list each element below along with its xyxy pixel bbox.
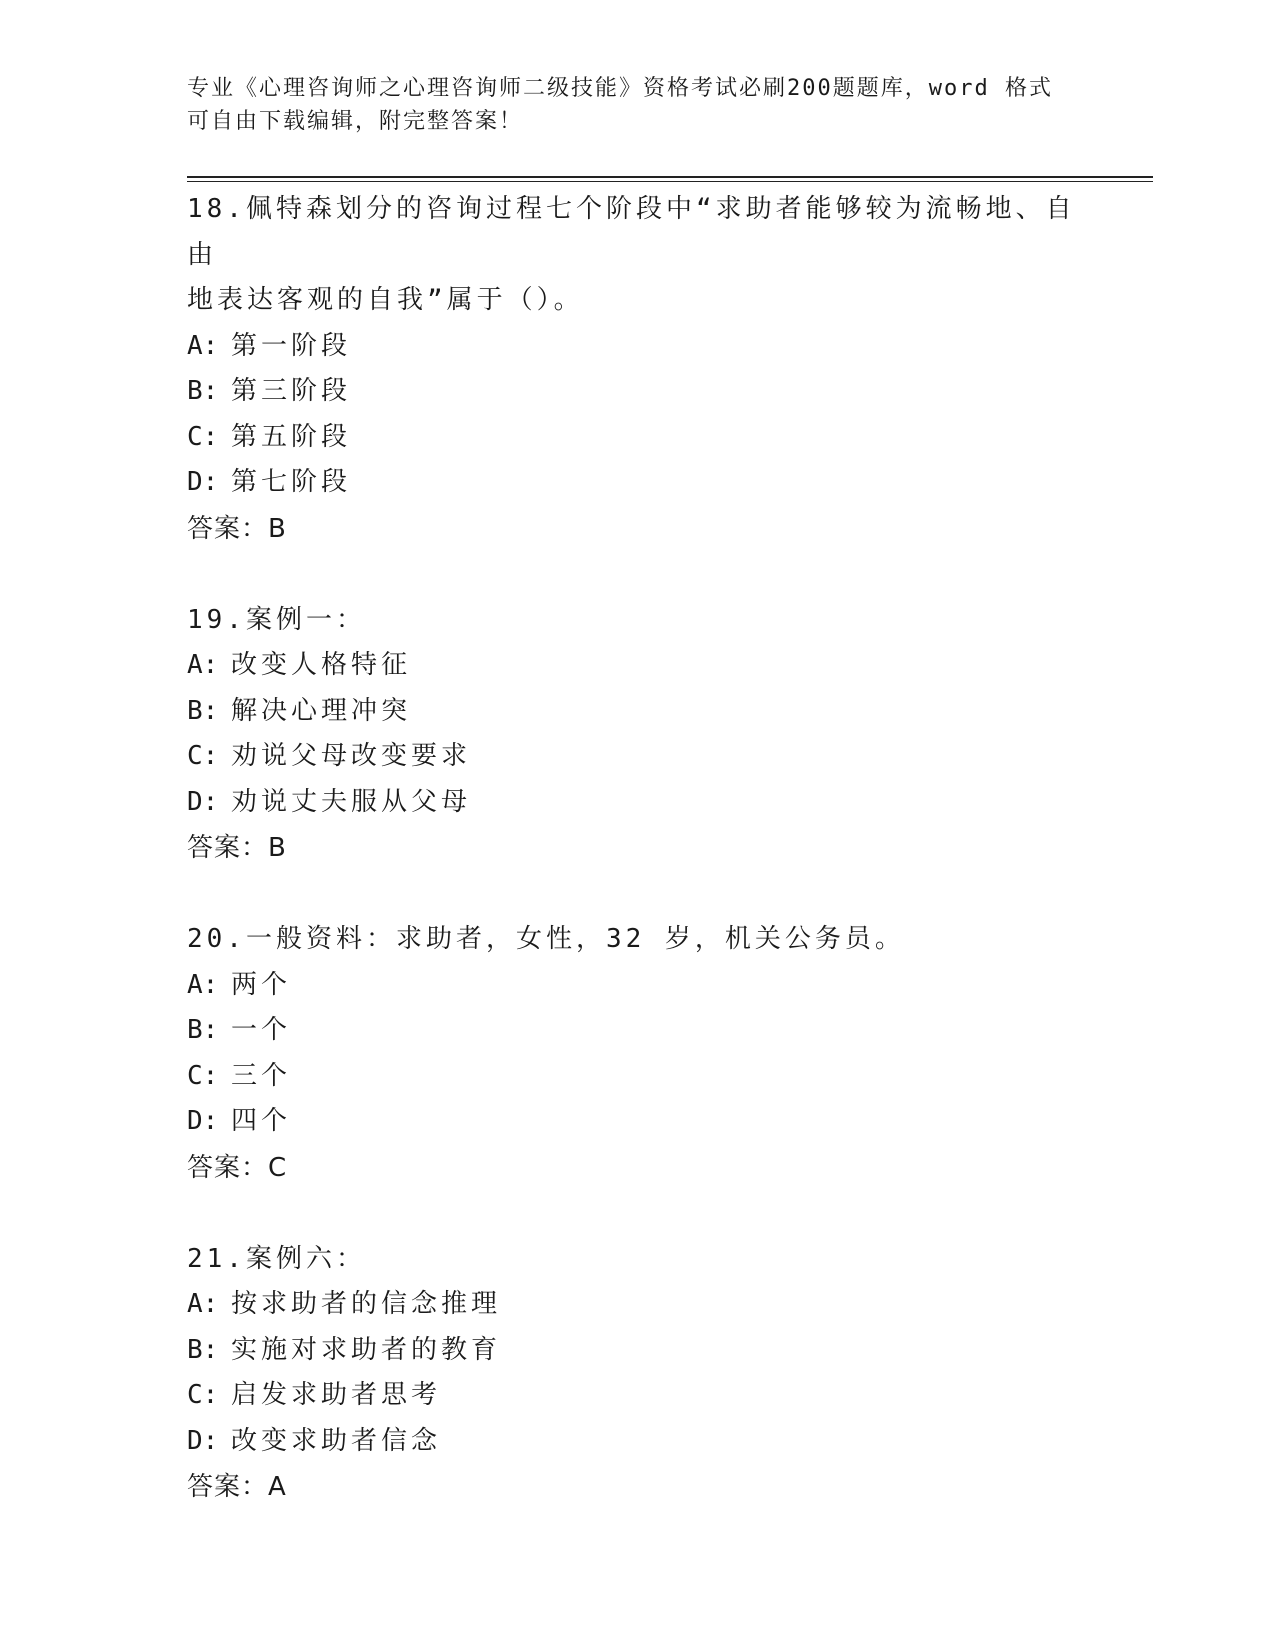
answer-line: 答案：B: [187, 833, 287, 863]
option-text: 第一阶段: [231, 330, 352, 361]
option-text: 两个: [231, 969, 292, 1000]
option-letter: A:: [187, 650, 219, 680]
option-text: 第五阶段: [231, 421, 352, 452]
option-a: [187, 1282, 1087, 1328]
option-letter: D:: [187, 786, 219, 817]
option-letter: D:: [187, 1425, 219, 1456]
option-letter: D:: [187, 1106, 219, 1136]
header-line-2: 可自由下载编辑，附完整答案！: [187, 109, 524, 134]
option-text: 劝说丈夫服从父母: [231, 786, 472, 817]
option-text: 按求助者的信念推理: [231, 1289, 502, 1319]
option-b: [187, 689, 1087, 735]
option-d: [187, 1419, 1087, 1465]
answer-line: 答案：A: [187, 1472, 287, 1502]
option-text: 改变求助者信念: [231, 1425, 442, 1456]
option-text: 第七阶段: [231, 467, 352, 497]
option-d: [187, 780, 1087, 826]
option-letter: A:: [187, 1289, 219, 1319]
option-letter: C:: [187, 1380, 219, 1410]
option-a: [187, 963, 1087, 1009]
header-line-1: 专业《心理咨询师之心理咨询师二级技能》资格考试必刷200题题库，word 格式: [187, 76, 1053, 101]
question-list: [187, 187, 1087, 1510]
question-stem: 19.案例一：: [187, 604, 366, 635]
header-divider-thick: [187, 176, 1153, 178]
option-b: [187, 1328, 1087, 1374]
option-text: 四个: [231, 1106, 292, 1136]
question-20: [187, 917, 1087, 1191]
option-a: [187, 643, 1087, 689]
question-stem: [187, 187, 1087, 324]
option-text: 三个: [231, 1060, 292, 1091]
option-c: [187, 1054, 1087, 1100]
option-d: [187, 1099, 1087, 1145]
question-stem: 20.一般资料：求助者，女性，32 岁，机关公务员。: [187, 924, 905, 954]
option-letter: C:: [187, 741, 219, 771]
question-stem: 21.案例六：: [187, 1243, 366, 1274]
option-text: 启发求助者思考: [231, 1380, 442, 1410]
answer-line: 答案：C: [187, 1152, 288, 1183]
option-letter: D:: [187, 467, 219, 497]
option-text: 实施对求助者的教育: [231, 1334, 502, 1365]
option-letter: A:: [187, 330, 219, 361]
question-18: [187, 187, 1087, 552]
option-letter: A:: [187, 969, 219, 1000]
option-text: 第三阶段: [231, 376, 352, 406]
option-c: [187, 1373, 1087, 1419]
option-letter: B:: [187, 1015, 219, 1045]
option-text: 改变人格特征: [231, 650, 412, 680]
option-a: [187, 324, 1087, 370]
question-19: [187, 598, 1087, 872]
header-divider-thin: [187, 181, 1153, 182]
option-text: 劝说父母改变要求: [231, 741, 472, 771]
option-letter: C:: [187, 1060, 219, 1091]
option-c: [187, 415, 1087, 461]
question-stem-line-2: 地表达客观的自我”属于（）。: [187, 285, 584, 315]
option-b: [187, 1008, 1087, 1054]
question-stem-line-1: 18.佩特森划分的咨询过程七个阶段中“求助者能够较为流畅地、自由: [187, 194, 1076, 270]
option-text: 解决心理冲突: [231, 695, 412, 726]
option-letter: C:: [187, 421, 219, 452]
option-d: [187, 460, 1087, 506]
answer-line: 答案：B: [187, 513, 287, 544]
option-letter: B:: [187, 695, 219, 726]
option-letter: B:: [187, 376, 219, 406]
option-letter: B:: [187, 1334, 219, 1365]
question-21: [187, 1237, 1087, 1511]
option-text: 一个: [231, 1015, 292, 1045]
option-c: [187, 734, 1087, 780]
document-header: [187, 72, 1067, 138]
option-b: [187, 369, 1087, 415]
